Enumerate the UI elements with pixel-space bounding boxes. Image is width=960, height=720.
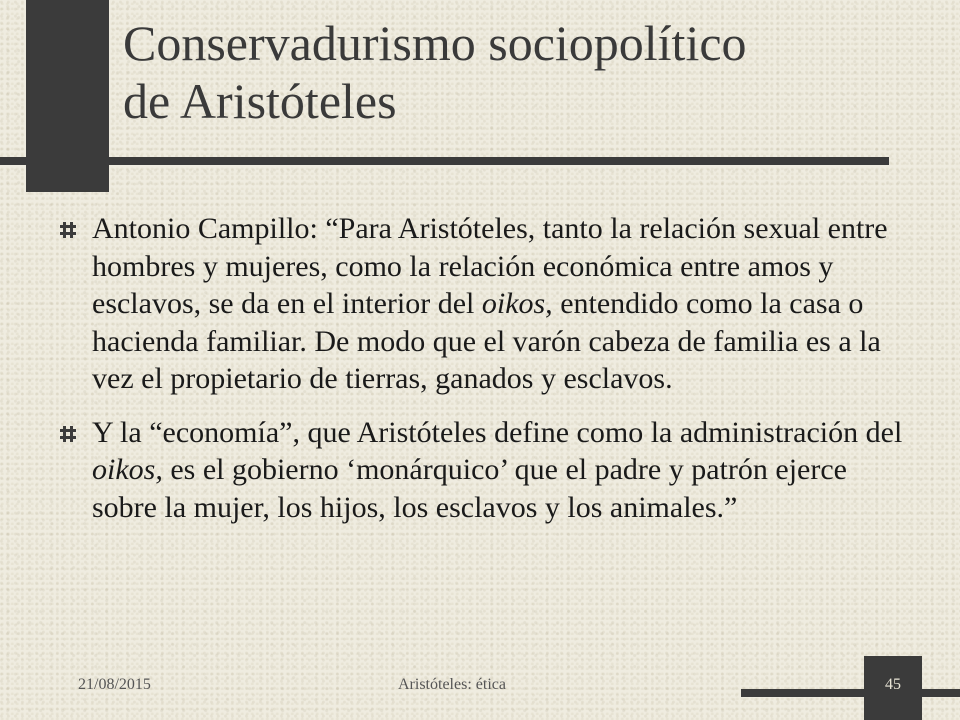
bullet-text: Y la “economía”, que Aristóteles define como la administración del oikos, es el gobierno ‘monárquico’ que el padre y patrón ejerce sobre la mujer, los hijos, los esclavos y los animales.” xyxy=(92,415,903,524)
bullet-text: Antonio Campillo: “Para Aristóteles, tanto la relación sexual entre hombres y mujeres, como la relación económica entre amos y esclavos, se da en el interior del oikos, entendido como la casa o hacienda familiar. De modo que el varón cabeza de familia es a la vez el propietario de tierras, ganados y esclavos. xyxy=(92,212,888,395)
slide-content xyxy=(58,210,918,542)
slide-title xyxy=(123,14,923,130)
slide-title-line1: Conservadurismo sociopolítico xyxy=(123,15,747,71)
hash-bullet-icon xyxy=(58,220,78,240)
page-number: 45 xyxy=(885,676,901,693)
bullet-item xyxy=(58,414,918,527)
title-underline xyxy=(0,157,889,165)
slide-title-line2: de Aristóteles xyxy=(123,73,397,129)
hash-bullet-icon xyxy=(58,424,78,444)
bullet-item xyxy=(58,210,918,398)
footer-title: Aristóteles: ética xyxy=(398,676,506,693)
footer-line xyxy=(741,689,960,697)
footer-date: 21/08/2015 xyxy=(78,676,151,693)
